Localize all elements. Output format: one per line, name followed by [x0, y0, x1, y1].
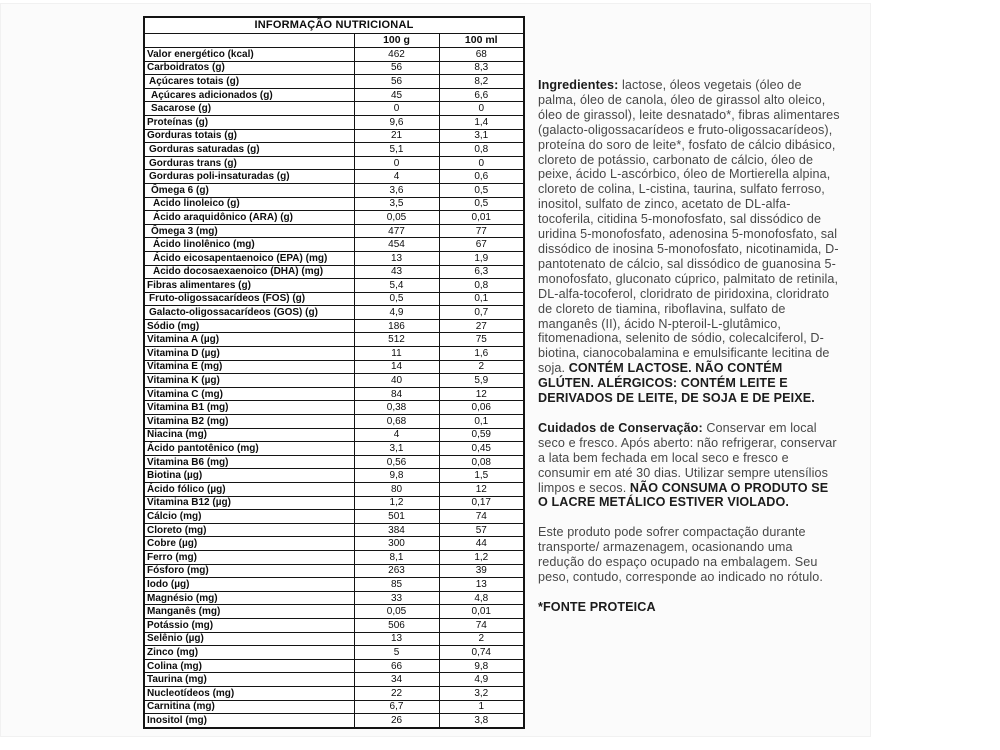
value-per-100ml: 57 [439, 523, 524, 537]
nutrient-label: Nucleotídeos (mg) [144, 686, 354, 700]
value-per-100g: 506 [354, 618, 439, 632]
table-row [144, 197, 524, 211]
table-row [144, 469, 524, 483]
value-per-100ml: 6,6 [439, 88, 524, 102]
nutrient-label: Iodo (µg) [144, 578, 354, 592]
table-row [144, 673, 524, 687]
nutrient-label: Vitamina B12 (µg) [144, 496, 354, 510]
nutrient-label: Vitamina B1 (mg) [144, 401, 354, 415]
value-per-100ml: 0 [439, 156, 524, 170]
value-per-100g: 84 [354, 387, 439, 401]
value-per-100g: 0,5 [354, 292, 439, 306]
value-per-100g: 4,9 [354, 306, 439, 320]
table-row [144, 170, 524, 184]
value-per-100g: 512 [354, 333, 439, 347]
value-per-100g: 4 [354, 170, 439, 184]
value-per-100ml: 77 [439, 224, 524, 238]
table-row [144, 183, 524, 197]
column-header-100g: 100 g [354, 34, 439, 48]
table-row [144, 659, 524, 673]
value-per-100g: 263 [354, 564, 439, 578]
table-row [144, 319, 524, 333]
value-per-100ml: 13 [439, 578, 524, 592]
nutrient-label: Vitamina B2 (mg) [144, 415, 354, 429]
value-per-100ml: 67 [439, 238, 524, 252]
value-per-100ml: 1,5 [439, 469, 524, 483]
value-per-100g: 0,68 [354, 415, 439, 429]
value-per-100g: 4 [354, 428, 439, 442]
nutrient-label: Açúcares adicionados (g) [144, 88, 354, 102]
value-per-100g: 56 [354, 75, 439, 89]
table-row [144, 211, 524, 225]
value-per-100g: 40 [354, 374, 439, 388]
value-per-100g: 66 [354, 659, 439, 673]
value-per-100ml: 1,6 [439, 347, 524, 361]
nutrient-label: Ácido fólico (µg) [144, 483, 354, 497]
value-per-100g: 22 [354, 686, 439, 700]
value-per-100ml: 0,06 [439, 401, 524, 415]
table-row [144, 129, 524, 143]
info-paragraph [538, 78, 841, 406]
value-per-100g: 45 [354, 88, 439, 102]
value-per-100ml: 0,5 [439, 197, 524, 211]
value-per-100ml: 0,17 [439, 496, 524, 510]
table-row [144, 48, 524, 62]
table-row [144, 374, 524, 388]
nutrient-label: Cobre (µg) [144, 537, 354, 551]
value-per-100g: 43 [354, 265, 439, 279]
value-per-100ml: 3,2 [439, 686, 524, 700]
value-per-100ml: 4,8 [439, 591, 524, 605]
value-per-100ml: 12 [439, 387, 524, 401]
nutrient-label: Inositol (mg) [144, 714, 354, 728]
table-title-row [144, 17, 524, 34]
info-text [538, 78, 841, 615]
value-per-100ml: 8,3 [439, 61, 524, 75]
value-per-100g: 6,7 [354, 700, 439, 714]
value-per-100g: 8,1 [354, 550, 439, 564]
nutrient-label: Niacina (mg) [144, 428, 354, 442]
value-per-100g: 3,1 [354, 442, 439, 456]
value-per-100g: 300 [354, 537, 439, 551]
value-per-100ml: 0,5 [439, 183, 524, 197]
value-per-100ml: 0,8 [439, 279, 524, 293]
table-row [144, 333, 524, 347]
info-paragraph [538, 421, 841, 510]
nutrient-label: Vitamina A (µg) [144, 333, 354, 347]
table-row [144, 496, 524, 510]
value-per-100g: 0,38 [354, 401, 439, 415]
value-per-100ml: 0,59 [439, 428, 524, 442]
nutrient-label: Gorduras totais (g) [144, 129, 354, 143]
value-per-100ml: 39 [439, 564, 524, 578]
nutrient-label: Ácido linolênico (mg) [144, 238, 354, 252]
value-per-100ml: 0,1 [439, 415, 524, 429]
value-per-100ml: 1,9 [439, 251, 524, 265]
value-per-100ml: 5,9 [439, 374, 524, 388]
value-per-100ml: 0,7 [439, 306, 524, 320]
table-row [144, 115, 524, 129]
bold-text-run: NÃO CONSUMA O PRODUTO SE O LACRE METÁLICO ESTIVER VIOLADO. [538, 480, 829, 510]
nutrient-label: Carnitina (mg) [144, 700, 354, 714]
value-per-100g: 454 [354, 238, 439, 252]
nutrient-label: Ácido linoleico (g) [144, 197, 354, 211]
text-run: Este produto pode sofrer compactação durante transporte/ armazenagem, ocasionando uma redução do espaço ocupado na embalagem. Seu peso, contudo, corresponde ao indicado no rótulo. [538, 525, 823, 585]
table-row [144, 61, 524, 75]
nutrient-label: Ferro (mg) [144, 550, 354, 564]
bold-text-run: *FONTE PROTEICA [538, 600, 656, 614]
nutrient-label: Ácido eicosapentaenoico (EPA) (mg) [144, 251, 354, 265]
nutrient-label: Taurina (mg) [144, 673, 354, 687]
table-row [144, 292, 524, 306]
value-per-100g: 34 [354, 673, 439, 687]
value-per-100ml: 4,9 [439, 673, 524, 687]
nutrient-label: Fruto-oligossacarídeos (FOS) (g) [144, 292, 354, 306]
nutrient-label: Gorduras saturadas (g) [144, 143, 354, 157]
bold-text-run: Ingredientes: [538, 78, 622, 92]
value-per-100g: 186 [354, 319, 439, 333]
nutrition-table-body [144, 48, 524, 729]
value-per-100g: 56 [354, 61, 439, 75]
nutrient-label: Ácido araquidônico (ARA) (g) [144, 211, 354, 225]
table-row [144, 265, 524, 279]
table-row [144, 88, 524, 102]
value-per-100ml: 0,6 [439, 170, 524, 184]
nutrient-label: Fibras alimentares (g) [144, 279, 354, 293]
table-row [144, 75, 524, 89]
table-row [144, 360, 524, 374]
value-per-100ml: 0,08 [439, 455, 524, 469]
nutrient-label: Ômega 3 (mg) [144, 224, 354, 238]
value-per-100ml: 0,01 [439, 211, 524, 225]
table-row [144, 605, 524, 619]
value-per-100ml: 74 [439, 618, 524, 632]
value-per-100ml: 1,2 [439, 550, 524, 564]
value-per-100ml: 2 [439, 632, 524, 646]
value-per-100g: 384 [354, 523, 439, 537]
value-per-100ml: 0,74 [439, 646, 524, 660]
table-row [144, 686, 524, 700]
nutrient-label: Ômega 6 (g) [144, 183, 354, 197]
value-per-100ml: 9,8 [439, 659, 524, 673]
value-per-100g: 11 [354, 347, 439, 361]
nutrient-label: Selênio (µg) [144, 632, 354, 646]
column-header-empty [144, 34, 354, 48]
nutrient-label: Ácido docosaexaenoico (DHA) (mg) [144, 265, 354, 279]
table-row [144, 550, 524, 564]
value-per-100ml: 27 [439, 319, 524, 333]
table-row [144, 442, 524, 456]
value-per-100ml: 1,4 [439, 115, 524, 129]
nutrient-label: Magnésio (mg) [144, 591, 354, 605]
info-panel [538, 78, 841, 630]
nutrient-label: Zinco (mg) [144, 646, 354, 660]
table-row [144, 618, 524, 632]
value-per-100ml: 1 [439, 700, 524, 714]
column-header-100ml: 100 ml [439, 34, 524, 48]
table-row [144, 102, 524, 116]
value-per-100ml: 68 [439, 48, 524, 62]
value-per-100ml: 0,8 [439, 143, 524, 157]
value-per-100g: 33 [354, 591, 439, 605]
nutrient-label: Galacto-oligossacarídeos (GOS) (g) [144, 306, 354, 320]
text-run: Conservar em local seco e fresco. Após aberto: não refrigerar, conservar a lata bem fechada em local seco e fresco e consumir em até 30 dias. Utilizar sempre utensílios limpos e secos. [538, 420, 837, 495]
table-row [144, 143, 524, 157]
value-per-100ml: 12 [439, 483, 524, 497]
nutrient-label: Sódio (mg) [144, 319, 354, 333]
nutrient-label: Biotina (µg) [144, 469, 354, 483]
table-row [144, 279, 524, 293]
value-per-100ml: 6,3 [439, 265, 524, 279]
nutrient-label: Cloreto (mg) [144, 523, 354, 537]
table-row [144, 428, 524, 442]
table-row [144, 646, 524, 660]
value-per-100g: 14 [354, 360, 439, 374]
value-per-100g: 0,56 [354, 455, 439, 469]
value-per-100ml: 8,2 [439, 75, 524, 89]
nutrient-label: Valor energético (kcal) [144, 48, 354, 62]
table-header-row [144, 34, 524, 48]
value-per-100ml: 3,1 [439, 129, 524, 143]
table-row [144, 578, 524, 592]
value-per-100ml: 0,45 [439, 442, 524, 456]
value-per-100g: 1,2 [354, 496, 439, 510]
value-per-100g: 0,05 [354, 605, 439, 619]
table-row [144, 251, 524, 265]
value-per-100ml: 0 [439, 102, 524, 116]
value-per-100g: 0 [354, 156, 439, 170]
value-per-100ml: 3,8 [439, 714, 524, 728]
table-row [144, 415, 524, 429]
value-per-100g: 21 [354, 129, 439, 143]
table-title: INFORMAÇÃO NUTRICIONAL [144, 17, 524, 34]
value-per-100g: 13 [354, 632, 439, 646]
value-per-100ml: 0,01 [439, 605, 524, 619]
value-per-100g: 3,6 [354, 183, 439, 197]
nutrient-label: Sacarose (g) [144, 102, 354, 116]
nutrient-label: Vitamina K (µg) [144, 374, 354, 388]
nutrient-label: Vitamina D (µg) [144, 347, 354, 361]
table-row [144, 306, 524, 320]
table-row [144, 523, 524, 537]
text-run: lactose, óleos vegetais (óleo de palma, óleo de canola, óleo de girassol alto oleico, óleo de girassol), leite desnatado*, fibras alimentares (galacto-oligossacarídeos e fruto-oligossacarídeos), proteína do soro de leite*, fosfato de cálcio dibásico, cloreto de potássio, carbonato de cálcio, óleo de peixe, ácido L-ascórbico, óleo de Mortierella alpina, cloreto de colina, L-cistina, taurina, sulfato ferroso, inositol, sulfato de zinco, acetato de DL-alfa-tocoferila, citidina 5-monofosfato, sal dissódico de uridina 5-monofosfato, adenosina 5-monofosfato, sal dissódico de inosina 5-monofosfato, nicotinamida, D-pantotenato de cálcio, sal dissódico de guanosina 5-monofosfato, gluconato cúprico, palmitato de retinila, DL-alfa-tocoferol, cloridrato de piridoxina, cloridrato de cloreto de tiamina, riboflavina, sulfato de manganês (II), ácido N-pteroil-L-glutâmico, fitomenadiona, selenito de sódio, colecalciferol, D-biotina, cianocobalamina e emulsificante lecitina de soja. [538, 78, 840, 376]
table-row [144, 483, 524, 497]
nutrient-label: Vitamina B6 (mg) [144, 455, 354, 469]
table-row [144, 238, 524, 252]
table-row [144, 455, 524, 469]
value-per-100g: 477 [354, 224, 439, 238]
value-per-100g: 26 [354, 714, 439, 728]
bold-text-run: CONTÉM LACTOSE. NÃO CONTÉM GLÚTEN. ALÉRGICOS: CONTÉM LEITE E DERIVADOS DE LEITE, DE SOJA E DE PEIXE. [538, 361, 815, 406]
table-row [144, 700, 524, 714]
table-row [144, 714, 524, 728]
table-row [144, 510, 524, 524]
value-per-100ml: 74 [439, 510, 524, 524]
value-per-100g: 3,5 [354, 197, 439, 211]
value-per-100g: 501 [354, 510, 439, 524]
value-per-100g: 85 [354, 578, 439, 592]
value-per-100g: 9,8 [354, 469, 439, 483]
table-row [144, 564, 524, 578]
nutrient-label: Vitamina E (mg) [144, 360, 354, 374]
value-per-100ml: 75 [439, 333, 524, 347]
value-per-100g: 0,05 [354, 211, 439, 225]
table-row [144, 591, 524, 605]
nutrient-label: Açúcares totais (g) [144, 75, 354, 89]
nutrient-label: Ácido pantotênico (mg) [144, 442, 354, 456]
nutrient-label: Gorduras trans (g) [144, 156, 354, 170]
value-per-100g: 5 [354, 646, 439, 660]
nutrient-label: Cálcio (mg) [144, 510, 354, 524]
info-paragraph [538, 525, 841, 585]
value-per-100ml: 44 [439, 537, 524, 551]
value-per-100g: 13 [354, 251, 439, 265]
value-per-100g: 9,6 [354, 115, 439, 129]
value-per-100ml: 2 [439, 360, 524, 374]
table-row [144, 347, 524, 361]
table-row [144, 156, 524, 170]
value-per-100g: 5,1 [354, 143, 439, 157]
nutrient-label: Colina (mg) [144, 659, 354, 673]
nutrition-table [143, 16, 525, 729]
nutrient-label: Carboidratos (g) [144, 61, 354, 75]
nutrient-label: Vitamina C (mg) [144, 387, 354, 401]
value-per-100g: 5,4 [354, 279, 439, 293]
nutrient-label: Potássio (mg) [144, 618, 354, 632]
bold-text-run: Cuidados de Conservação: [538, 420, 707, 435]
value-per-100g: 462 [354, 48, 439, 62]
table-row [144, 632, 524, 646]
value-per-100g: 80 [354, 483, 439, 497]
table-row [144, 537, 524, 551]
info-paragraph [538, 600, 841, 615]
nutrient-label: Gorduras poli-insaturadas (g) [144, 170, 354, 184]
table-row [144, 224, 524, 238]
value-per-100g: 0 [354, 102, 439, 116]
value-per-100ml: 0,1 [439, 292, 524, 306]
nutrient-label: Fósforo (mg) [144, 564, 354, 578]
nutrient-label: Manganês (mg) [144, 605, 354, 619]
table-row [144, 401, 524, 415]
nutrient-label: Proteínas (g) [144, 115, 354, 129]
table-row [144, 387, 524, 401]
